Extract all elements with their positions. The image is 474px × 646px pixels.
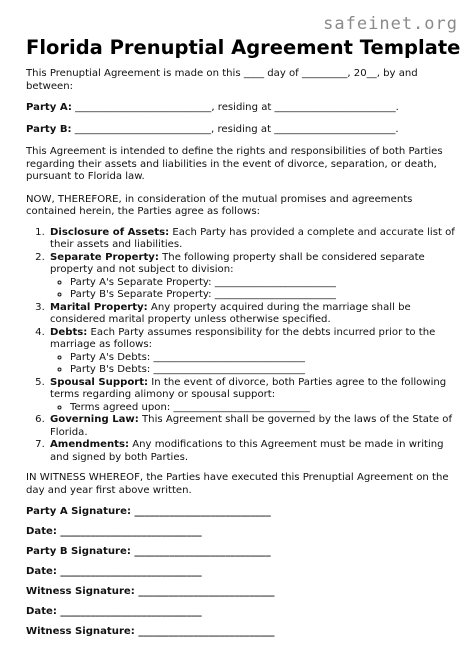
intro-paragraph: This Prenuptial Agreement is made on this ____ day of _________, 20__, by and between:	[26, 68, 418, 92]
watermark-text: safeinet.org	[323, 14, 458, 34]
party-a-line	[26, 102, 456, 115]
therefore-paragraph: NOW, THEREFORE, in consideration of the mutual promises and agreements contained herein, the Parties agree as follows:	[26, 193, 413, 217]
party-a-fields: ___________________________, residing at ________________________.	[71, 102, 399, 113]
term-marital-property	[48, 302, 456, 327]
separate-property-sublist	[50, 277, 456, 302]
term-amendments	[48, 439, 456, 464]
second-witness-signature-line: Witness Signature: ___________________________	[26, 626, 275, 637]
document-body	[26, 64, 456, 646]
term-debts-text: Each Party assumes responsibility for the debts incurred prior to the marriage as follows:	[50, 326, 436, 350]
spousal-support-sublist	[50, 402, 456, 415]
term-amendments-heading: Amendments:	[50, 439, 130, 450]
debts-party-a: ◦ Party A's Debts: ______________________________	[70, 352, 456, 365]
term-marital-property-text: Any property acquired during the marriage shall be considered marital property unless otherwise specified.	[50, 301, 411, 325]
term-debts	[48, 327, 456, 377]
spousal-support-terms: ◦ Terms agreed upon: ___________________________	[70, 402, 456, 415]
term-spousal-support	[48, 377, 456, 415]
term-governing-law	[48, 414, 456, 439]
party-a-date-line: Date: ____________________________	[26, 526, 202, 537]
term-separate-property-text: The following property shall be considered separate property and not subject to division:	[50, 251, 425, 275]
party-b-label: Party B:	[26, 123, 72, 135]
debts-sublist	[50, 352, 456, 377]
separate-property-party-a: ◦ Party A's Separate Property: ________________________	[70, 277, 456, 290]
page-title: Florida Prenuptial Agreement Template	[26, 36, 461, 59]
party-b-line	[26, 124, 456, 137]
term-disclosure	[48, 227, 456, 252]
term-separate-property-heading: Separate Property:	[50, 251, 159, 263]
term-disclosure-heading: Disclosure of Assets:	[50, 226, 170, 238]
term-spousal-support-heading: Spousal Support:	[50, 376, 149, 388]
term-marital-property-heading: Marital Property:	[50, 301, 148, 313]
party-a-label: Party A:	[26, 102, 72, 113]
term-spousal-support-text: In the event of divorce, both Parties agree to the following terms regarding alimony or spousal support:	[50, 376, 447, 400]
term-disclosure-text: Each Party has provided a complete and accurate list of their assets and liabilities.	[50, 226, 455, 250]
signature-block	[26, 506, 456, 646]
separate-property-party-b: ◦ Party B's Separate Property: ________________________	[70, 289, 456, 302]
terms-list	[26, 227, 456, 465]
party-b-date-line: Date: ____________________________	[26, 566, 202, 577]
party-b-fields: ___________________________, residing at ________________________.	[71, 123, 399, 135]
term-separate-property	[48, 252, 456, 302]
witness-signature-line: Witness Signature: ___________________________	[26, 586, 275, 597]
term-governing-law-text: This Agreement shall be governed by the laws of the State of Florida.	[50, 414, 453, 438]
purpose-paragraph: This Agreement is intended to define the rights and responsibilities of both Parties regarding their assets and liabilities in the event of divorce, separation, or death, pursuant to Florida law.	[26, 146, 443, 182]
witness-whereof-paragraph: IN WITNESS WHEREOF, the Parties have executed this Prenuptial Agreement on the day and year first above written.	[26, 472, 449, 496]
witness-date-line: Date: ____________________________	[26, 606, 202, 617]
term-amendments-text: Any modifications to this Agreement must be made in writing and signed by both Parties.	[50, 439, 444, 463]
debts-party-b: ◦ Party B's Debts: ______________________________	[70, 364, 456, 377]
party-a-signature-line: Party A Signature: ___________________________	[26, 506, 271, 517]
party-b-signature-line: Party B Signature: ___________________________	[26, 546, 271, 557]
term-debts-heading: Debts:	[50, 326, 88, 338]
term-governing-law-heading: Governing Law:	[50, 414, 139, 425]
